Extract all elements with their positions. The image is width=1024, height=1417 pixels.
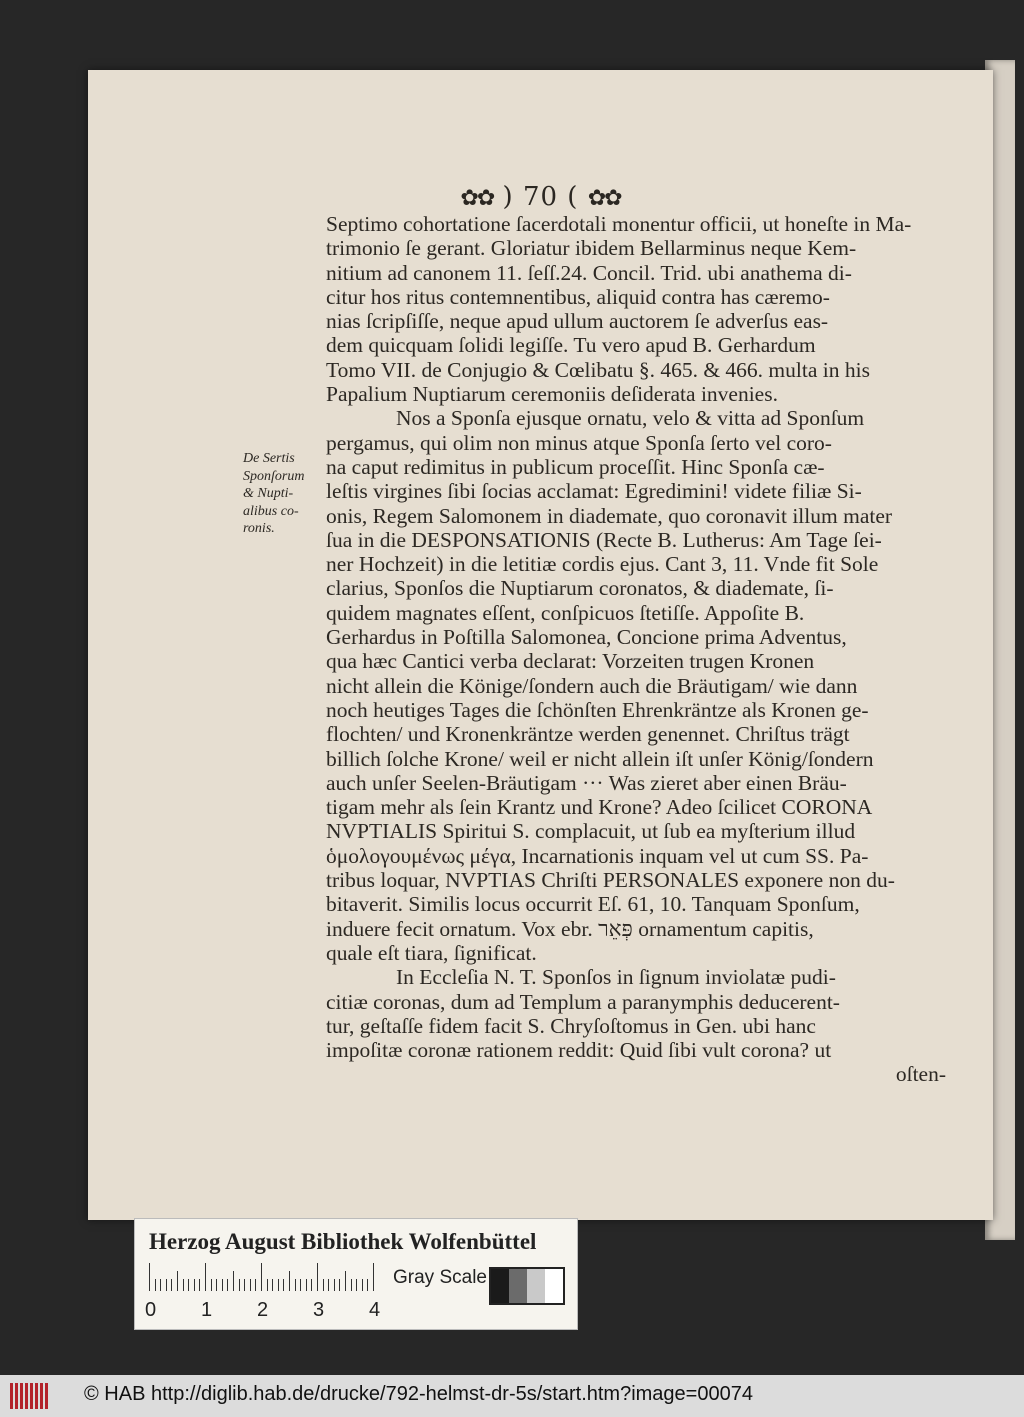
ruler-tick (362, 1279, 363, 1291)
ruler-tick (306, 1279, 307, 1291)
text-line: noch heutiges Tages die ſchönſten Ehrenkräntze als Kronen ge- (326, 697, 869, 722)
text-line: qua hæc Cantici verba declarat: Vorzeiten trugen Kronen (326, 649, 815, 674)
text-line: ner Hochzeit) in die letitiæ cordis ejus. Cant 3, 11. Vnde fit Sole (326, 552, 879, 577)
text-line: nias ſcripſiſſe, neque apud ullum auctorem ſe adverſus eas- (326, 309, 829, 334)
ruler-tick (188, 1279, 189, 1291)
text-line: citiæ coronas, dum ad Templum a paranymphis deducerent- (326, 989, 840, 1014)
ruler-tick (328, 1279, 329, 1291)
text-line: Papalium Nuptiarum ceremoniis deſiderata invenies. (326, 382, 778, 407)
text-line: flochten/ und Kronenkräntze werden genennet. Chriſtus trägt (326, 722, 850, 747)
text-line: auch unſer Seelen-Bräutigam ··· Was zieret aber einen Bräu- (326, 770, 847, 795)
body-text (326, 212, 946, 1087)
text-line: impoſitæ coronæ rationem reddit: Quid ſibi vult corona? ut (326, 1038, 832, 1063)
text-line: clarius, Sponſos die Nuptiarum coronatos, & diademate, ſi- (326, 576, 834, 601)
ruler-tick (149, 1263, 150, 1291)
margin-note-line: & Nupti- (243, 486, 294, 501)
book-page (88, 70, 993, 1220)
gray-scale-label: Gray Scale (393, 1267, 487, 1288)
ornament-left-icon: ✿✿ (460, 186, 494, 211)
text-line: ſua in die DESPONSATIONIS (Recte B. Lutherus: Am Tage ſei- (326, 527, 882, 552)
ruler-tick (267, 1279, 268, 1291)
ruler-tick (194, 1279, 195, 1291)
ruler-tick (351, 1279, 352, 1291)
text-line: onis, Regem Salomonem in diademate, quo coronavit illum mater (326, 503, 893, 528)
ruler-tick (367, 1279, 368, 1291)
ruler-tick (160, 1279, 161, 1291)
text-line: trimonio ſe gerant. Gloriatur ibidem Bellarminus neque Kem- (326, 236, 857, 261)
page-header (88, 182, 993, 212)
ruler-number: 2 (257, 1299, 269, 1321)
swatch-black (491, 1269, 509, 1303)
gray-scale-swatch (489, 1267, 565, 1305)
ruler-tick (278, 1279, 279, 1291)
text-line: quidem magnates eſſent, conſpicuos ſtetiſſe. Appoſite B. (326, 600, 805, 625)
text-line: dem quicquam ſolidi legiſſe. Tu vero apud B. Gerhardum (326, 333, 816, 358)
permalink-text[interactable]: © HAB http://diglib.hab.de/drucke/792-helmst-dr-5s/start.htm?image=00074 (84, 1383, 753, 1405)
ruler-tick (250, 1279, 251, 1291)
ruler-tick (222, 1279, 223, 1291)
catchword: oſten- (895, 1062, 946, 1087)
text-line: NVPTIALIS Spiritui S. complacuit, ut ſub ea myſterium illud (326, 819, 856, 844)
ruler-tick (317, 1263, 318, 1291)
ruler-tick (155, 1279, 156, 1291)
text-line: induere fecit ornatum. Vox ebr. פְּאֵר ornamentum capitis, (326, 916, 814, 941)
text-line: citur hos ritus contemnentibus, aliquid contra has cæremo- (326, 284, 830, 309)
ruler-tick (295, 1279, 296, 1291)
margin-note-line: ronis. (243, 521, 275, 536)
swatch-white (545, 1269, 563, 1303)
margin-note-line: De Sertis (243, 451, 295, 466)
hab-logo-icon (10, 1383, 48, 1409)
ruler-tick (205, 1263, 206, 1291)
text-line: tribus loquar, NVPTIAS Chriſti PERSONALES exponere non du- (326, 868, 895, 893)
ruler-number: 0 (145, 1299, 157, 1321)
ornament-right-icon: ✿✿ (587, 186, 621, 211)
ruler-tick (323, 1279, 324, 1291)
ruler-tick (356, 1279, 357, 1291)
ruler-labels (145, 1299, 405, 1323)
ruler-tick (177, 1271, 178, 1291)
ruler-tick (311, 1279, 312, 1291)
ruler-tick (171, 1279, 172, 1291)
text-line: tigam mehr als ſein Krantz und Krone? Adeo ſcilicet CORONA (326, 795, 873, 820)
ruler-tick (272, 1279, 273, 1291)
margin-note-line: Sponſorum (243, 468, 305, 484)
text-line: Tomo VII. de Conjugio & Cœlibatu §. 465. & 466. multa in his (326, 357, 870, 382)
text-line: quale eſt tiara, ſignificat. (326, 940, 537, 965)
text-line: bitaverit. Similis locus occurrit Eſ. 61, 10. Tanquam Sponſum, (326, 892, 860, 917)
page-number: ) 70 ( (502, 182, 579, 212)
ruler-tick (345, 1271, 346, 1291)
library-label-card (134, 1218, 578, 1330)
text-line: leſtis virgines ſibi ſocias acclamat: Egredimini! videte filiæ Si- (326, 479, 862, 504)
ruler-number: 4 (369, 1299, 381, 1321)
ruler-tick (339, 1279, 340, 1291)
ruler-tick (239, 1279, 240, 1291)
viewer-footer (0, 1375, 1024, 1417)
ruler-tick (334, 1279, 335, 1291)
text-line: pergamus, qui olim non minus atque Sponſa ſerto vel coro- (326, 430, 832, 455)
ruler-tick (283, 1279, 284, 1291)
margin-note (243, 450, 328, 538)
ruler-tick (244, 1279, 245, 1291)
swatch-light-gray (527, 1269, 545, 1303)
text-line: Septimo cohortatione ſacerdotali monentur officii, ut honeſte in Ma- (326, 212, 912, 236)
margin-note-line: alibus co- (243, 503, 299, 519)
ruler-tick (300, 1279, 301, 1291)
text-line: tur, geſtaſſe fidem facit S. Chryſoſtomus in Gen. ubi hanc (326, 1013, 816, 1038)
ruler-tick (183, 1279, 184, 1291)
ruler-tick (289, 1271, 290, 1291)
text-line: nicht allein die Könige/ſondern auch die Bräutigam/ wie dann (326, 673, 858, 698)
ruler-tick (166, 1279, 167, 1291)
swatch-dark-gray (509, 1269, 527, 1303)
ruler-number: 1 (201, 1299, 213, 1321)
ruler-tick (227, 1279, 228, 1291)
ruler-tick (233, 1271, 234, 1291)
text-line: Nos a Sponſa ejusque ornatu, velo & vitta ad Sponſum (396, 406, 865, 431)
ruler-tick (216, 1279, 217, 1291)
text-line: ὁμολογουμένως μέγα, Incarnationis inquam vel ut cum SS. Pa- (326, 843, 869, 868)
ruler-tick (199, 1279, 200, 1291)
ruler-tick (211, 1279, 212, 1291)
text-line: billich ſolche Krone/ weil er nicht allein iſt unſer König/ſondern (326, 746, 874, 771)
ruler-tick (255, 1279, 256, 1291)
text-line: In Eccleſia N. T. Sponſos in ſignum inviolatæ pudi- (396, 965, 836, 990)
ruler-tick (261, 1263, 262, 1291)
text-line: Gerhardus in Poſtilla Salomonea, Concione prima Adventus, (326, 625, 847, 650)
text-line: nitium ad canonem 11. ſeſſ.24. Concil. Trid. ubi anathema di- (326, 260, 852, 285)
library-name: Herzog August Bibliothek Wolfenbüttel (149, 1229, 537, 1254)
measurement-ruler (149, 1263, 384, 1291)
text-line: na caput redimitus in publicum proceſſit. Hinc Sponſa cæ- (326, 454, 825, 479)
ruler-tick (373, 1263, 374, 1291)
ruler-number: 3 (313, 1299, 325, 1321)
